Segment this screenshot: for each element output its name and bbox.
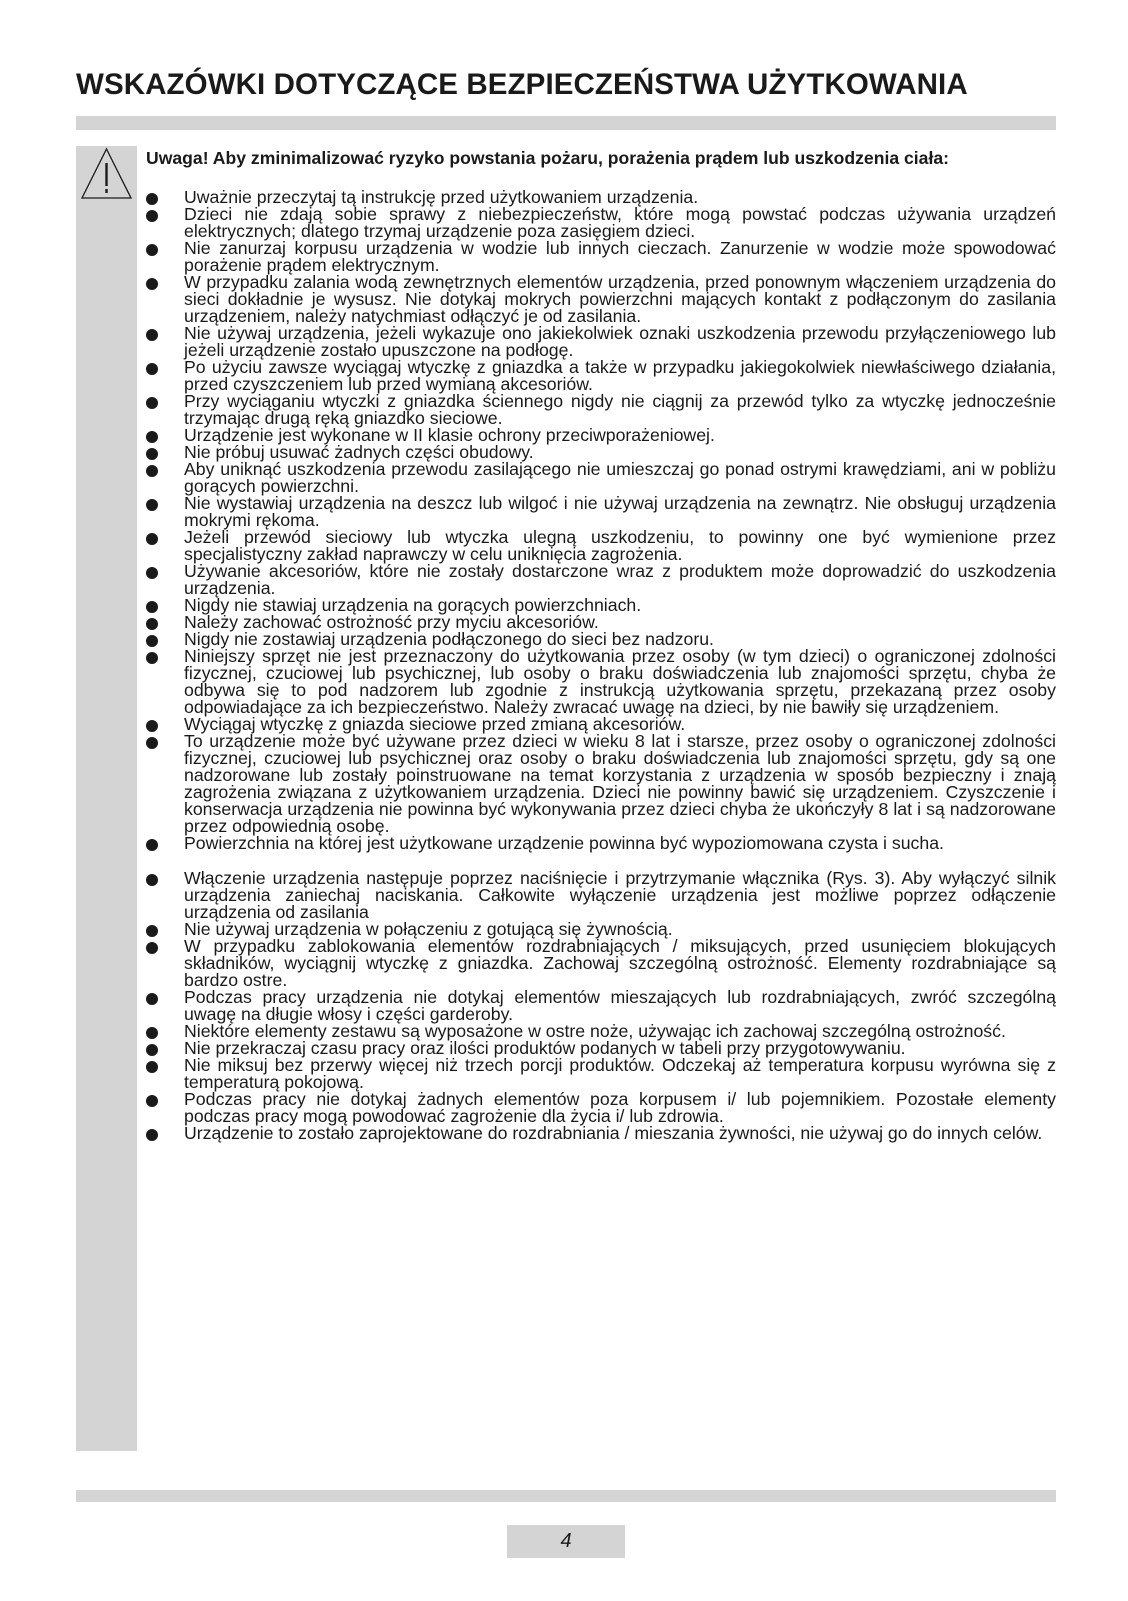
warning-heading: Uwaga! Aby zminimalizować ryzyko powstania pożaru, porażenia prądem lub uszkodzenia ciała: (146, 148, 949, 168)
list-item: Nie przekraczaj czasu pracy oraz ilości produktów podanych w tabeli przy przygotowywaniu. (146, 1040, 1056, 1057)
safety-content (146, 150, 1056, 1142)
bottom-divider (76, 1490, 1056, 1502)
list-item: Nie próbuj usuwać żadnych części obudowy. (146, 444, 1056, 461)
list-item: Nigdy nie zostawiaj urządzenia podłączonego do sieci bez nadzoru. (146, 631, 1056, 648)
list-item: W przypadku zalania wodą zewnętrznych elementów urządzenia, przed ponownym włączeniem urządzenia do sieci dokładnie je wysusz. Nie dotykaj mokrych powierzchni mających kontakt z podłączonym do zasilania urządzeniem, należy natychmiast odłączyć je od zasilania. (146, 274, 1056, 325)
warning-sidebar (76, 146, 137, 1451)
page-number: 4 (560, 1530, 572, 1552)
list-item: Podczas pracy urządzenia nie dotykaj elementów mieszających lub rozdrabniających, zwróć szczególną uwagę na długie włosy i części garderoby. (146, 989, 1056, 1023)
page-title: WSKAZÓWKI DOTYCZĄCE BEZPIECZEŃSTWA UŻYTKOWANIA (76, 68, 968, 101)
list-item: Niniejszy sprzęt nie jest przeznaczony do użytkowania przez osoby (w tym dzieci) o ograniczonej zdolności fizycznej, czuciowej lub psychicznej, lub osoby o braku doświadczenia lub znajomości sprzętu, chyba że odbywa się to pod nadzorem lub zgodnie z instrukcją użytkowania sprzętu, przekazaną przez osoby odpowiadające za ich bezpieczeństwo. Należy zwracać uwagę na dzieci, by nie bawiły się urządzeniem. (146, 648, 1056, 716)
list-item: To urządzenie może być używane przez dzieci w wieku 8 lat i starsze, przez osoby o ograniczonej zdolności fizycznej, czuciowej lub psychicznej oraz osoby o braku doświadczenia lub znajomości sprzętu, gdy są one nadzorowane lub zostały poinstruowane na temat korzystania z urządzenia w sposób bezpieczny i znają zagrożenia związana z użytkowaniem urządzenia. Dzieci nie powinny bawić się urządzeniem. Czyszczenie i konserwacja urządzenia nie powinna być wykonywania przez dzieci chyba że ukończyły 8 lat i są nadzorowane przez odpowiednią osobę. (146, 733, 1056, 835)
list-item: Należy zachować ostrożność przy myciu akcesoriów. (146, 614, 1056, 631)
warning-triangle-icon (76, 146, 137, 206)
list-item: Nigdy nie stawiaj urządzenia na gorących powierzchniach. (146, 597, 1056, 614)
list-item: Używanie akcesoriów, które nie zostały dostarczone wraz z produktem może doprowadzić do uszkodzenia urządzenia. (146, 563, 1056, 597)
list-item: Wyciągaj wtyczkę z gniazda sieciowe przed zmianą akcesoriów. (146, 716, 1056, 733)
list-item: Włączenie urządzenia następuje poprzez naciśnięcie i przytrzymanie włącznika (Rys. 3). Aby wyłączyć silnik urządzenia zaniechaj naciskania. Całkowite wyłączenie urządzenia jest możliwe poprzez odłączenie urządzenia od zasilania (146, 870, 1056, 921)
list-item: Dzieci nie zdają sobie sprawy z niebezpieczeństw, które mogą powstać podczas używania urządzeń elektrycznych; dlatego trzymaj urządzenie poza zasięgiem dzieci. (146, 206, 1056, 240)
list-item: Niektóre elementy zestawu są wyposażone w ostre noże, używając ich zachowaj szczególną ostrożność. (146, 1023, 1056, 1040)
top-divider (76, 116, 1056, 130)
list-item: W przypadku zablokowania elementów rozdrabniających / miksujących, przed usunięciem blokujących składników, wyciągnij wtyczkę z gniazdka. Zachowaj szczególną ostrożność. Elementy rozdrabniające są bardzo ostre. (146, 938, 1056, 989)
list-item: Uważnie przeczytaj tą instrukcję przed użytkowaniem urządzenia. (146, 189, 1056, 206)
list-item: Przy wyciąganiu wtyczki z gniazdka ściennego nigdy nie ciągnij za przewód tylko za wtyczkę jednocześnie trzymając drugą ręką gniazdko sieciowe. (146, 393, 1056, 427)
list-item: Jeżeli przewód sieciowy lub wtyczka ulegną uszkodzeniu, to powinny one być wymienione przez specjalistyczny zakład naprawczy w celu uniknięcia zagrożenia. (146, 529, 1056, 563)
list-item: Nie używaj urządzenia, jeżeli wykazuje ono jakiekolwiek oznaki uszkodzenia przewodu przyłączeniowego lub jeżeli urządzenie zostało upuszczone na podłogę. (146, 325, 1056, 359)
list-item: Powierzchnia na której jest użytkowane urządzenie powinna być wypoziomowana czysta i sucha. (146, 835, 1056, 852)
safety-list (146, 189, 1056, 1142)
list-item: Po użyciu zawsze wyciągaj wtyczkę z gniazdka a także w przypadku jakiegokolwiek niewłaściwego działania, przed czyszczeniem lub przed wymianą akcesoriów. (146, 359, 1056, 393)
page-number-box (507, 1525, 625, 1558)
list-item: Nie zanurzaj korpusu urządzenia w wodzie lub innych cieczach. Zanurzenie w wodzie może spowodować porażenie prądem elektrycznym. (146, 240, 1056, 274)
list-item: Aby uniknąć uszkodzenia przewodu zasilającego nie umieszczaj go ponad ostrymi krawędziami, ani w pobliżu gorących powierzchni. (146, 461, 1056, 495)
list-item: Urządzenie to zostało zaprojektowane do rozdrabniania / mieszania żywności, nie używaj go do innych celów. (146, 1125, 1056, 1142)
list-item: Nie miksuj bez przerwy więcej niż trzech porcji produktów. Odczekaj aż temperatura korpusu wyrówna się z temperaturą pokojową. (146, 1057, 1056, 1091)
list-item: Urządzenie jest wykonane w II klasie ochrony przeciwporażeniowej. (146, 427, 1056, 444)
list-item: Podczas pracy nie dotykaj żadnych elementów poza korpusem i/ lub pojemnikiem. Pozostałe elementy podczas pracy mogą powodować zagrożenie dla życia i/ lub zdrowia. (146, 1091, 1056, 1125)
list-item: Nie wystawiaj urządzenia na deszcz lub wilgoć i nie używaj urządzenia na zewnątrz. Nie obsługuj urządzenia mokrymi rękoma. (146, 495, 1056, 529)
list-item: Nie używaj urządzenia w połączeniu z gotującą się żywnością. (146, 921, 1056, 938)
